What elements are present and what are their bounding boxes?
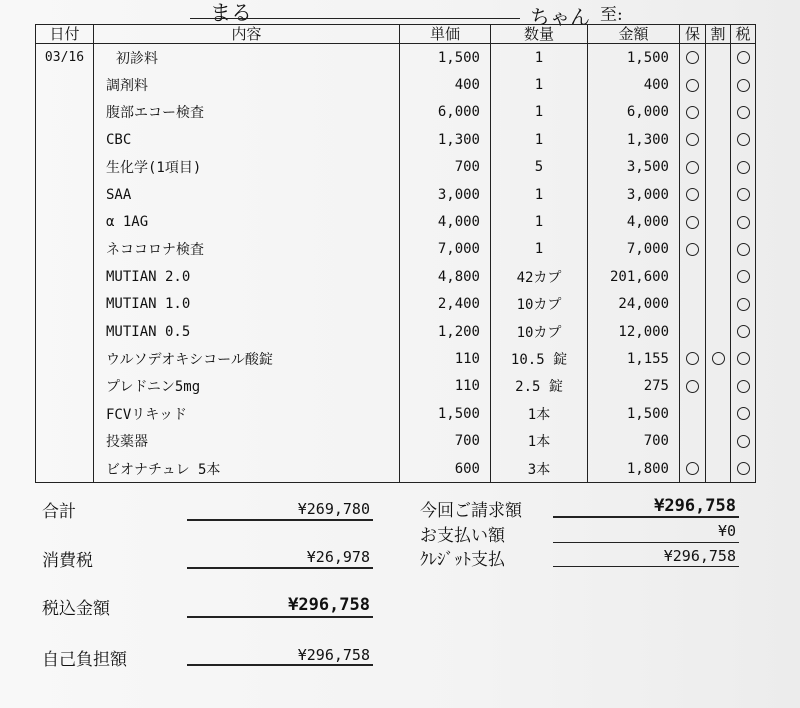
row-date (36, 427, 94, 454)
row-amount: 3,000 (588, 181, 680, 208)
row-amount: 1,155 (588, 345, 680, 372)
discount-mark-cell (706, 99, 731, 126)
billed-value: ¥296,758 (654, 496, 736, 516)
row-amount: 12,000 (588, 318, 680, 345)
row-amount: 1,300 (588, 126, 680, 153)
row-desc: 腹部エコー検査 (94, 99, 400, 126)
row-qty: 1 (491, 236, 588, 263)
row-desc: 投薬器 (94, 427, 400, 454)
insurance-mark-circle-icon (686, 216, 699, 229)
row-qty: 10カプ (491, 291, 588, 318)
col-header-amount: 金額 (588, 25, 680, 44)
col-header-discount: 割 (706, 25, 731, 44)
tax-mark-circle-icon (737, 298, 750, 311)
tax-mark-cell (731, 99, 756, 126)
row-price: 110 (400, 345, 491, 372)
row-amount: 6,000 (588, 99, 680, 126)
total-with-tax-value: ¥296,758 (288, 595, 370, 615)
row-date (36, 181, 94, 208)
col-header-insurance: 保 (680, 25, 706, 44)
row-amount: 275 (588, 373, 680, 400)
discount-mark-cell (706, 291, 731, 318)
row-amount: 4,000 (588, 208, 680, 235)
table-row (36, 154, 756, 181)
row-price: 110 (400, 373, 491, 400)
table-row (36, 455, 756, 483)
tax-mark-circle-icon (737, 51, 750, 64)
row-amount: 201,600 (588, 263, 680, 290)
honorific: ちゃん (530, 5, 590, 29)
tax-value: ¥26,978 (306, 548, 370, 566)
row-desc: 初診料 (94, 44, 400, 72)
to-label: 至: (600, 5, 623, 25)
discount-mark-cell (706, 71, 731, 98)
row-date (36, 455, 94, 483)
row-qty: 2.5 錠 (491, 373, 588, 400)
row-date (36, 345, 94, 372)
row-price: 400 (400, 71, 491, 98)
insurance-mark-cell (680, 99, 706, 126)
discount-mark-cell (706, 154, 731, 181)
insurance-mark-circle-icon (686, 106, 699, 119)
row-desc: MUTIAN 1.0 (94, 291, 400, 318)
tax-mark-circle-icon (737, 270, 750, 283)
table-row (36, 208, 756, 235)
tax-mark-cell (731, 126, 756, 153)
discount-mark-cell (706, 318, 731, 345)
insurance-mark-cell (680, 400, 706, 427)
discount-mark-cell (706, 126, 731, 153)
row-qty: 1 (491, 71, 588, 98)
self-pay-label: 自己負担額 (42, 650, 127, 670)
col-header-tax: 税 (731, 25, 756, 44)
credit-underline (553, 566, 739, 567)
row-qty: 5 (491, 154, 588, 181)
insurance-mark-circle-icon (686, 161, 699, 174)
total-with-tax-underline (187, 616, 373, 618)
table-row (36, 181, 756, 208)
total-with-tax-label: 税込金額 (42, 599, 110, 619)
discount-mark-cell (706, 263, 731, 290)
row-price: 4,800 (400, 263, 491, 290)
table-row (36, 373, 756, 400)
tax-mark-cell (731, 291, 756, 318)
row-desc: ネココロナ検査 (94, 236, 400, 263)
row-date (36, 236, 94, 263)
row-desc: プレドニン5mg (94, 373, 400, 400)
tax-mark-circle-icon (737, 407, 750, 420)
tax-mark-cell (731, 71, 756, 98)
row-price: 700 (400, 154, 491, 181)
row-amount: 3,500 (588, 154, 680, 181)
row-date (36, 154, 94, 181)
row-date (36, 126, 94, 153)
tax-mark-circle-icon (737, 188, 750, 201)
tax-mark-circle-icon (737, 79, 750, 92)
row-price: 3,000 (400, 181, 491, 208)
col-header-date: 日付 (36, 25, 94, 44)
self-pay-value: ¥296,758 (297, 646, 370, 664)
row-desc: ビオナチュレ 5本 (94, 455, 400, 483)
insurance-mark-circle-icon (686, 188, 699, 201)
paid-underline (553, 542, 739, 543)
discount-mark-cell (706, 427, 731, 454)
tax-mark-circle-icon (737, 325, 750, 338)
insurance-mark-circle-icon (686, 51, 699, 64)
name-underline (190, 18, 520, 19)
insurance-mark-circle-icon (686, 79, 699, 92)
tax-mark-cell (731, 154, 756, 181)
subtotal-label: 合計 (42, 502, 76, 522)
tax-mark-cell (731, 318, 756, 345)
row-desc: CBC (94, 126, 400, 153)
row-date (36, 71, 94, 98)
row-amount: 1,500 (588, 400, 680, 427)
row-amount: 24,000 (588, 291, 680, 318)
row-date (36, 400, 94, 427)
tax-mark-cell (731, 208, 756, 235)
row-qty: 1本 (491, 427, 588, 454)
tax-mark-cell (731, 373, 756, 400)
subtotal-value: ¥269,780 (297, 500, 370, 518)
row-price: 1,300 (400, 126, 491, 153)
col-header-qty: 数量 (491, 25, 588, 44)
tax-mark-cell (731, 44, 756, 72)
billed-underline (553, 516, 739, 518)
tax-mark-cell (731, 427, 756, 454)
insurance-mark-circle-icon (686, 380, 699, 393)
tax-mark-cell (731, 236, 756, 263)
row-amount: 1,500 (588, 44, 680, 72)
row-qty: 1 (491, 44, 588, 72)
row-qty: 10カプ (491, 318, 588, 345)
discount-mark-circle-icon (712, 352, 725, 365)
insurance-mark-cell (680, 71, 706, 98)
row-desc: MUTIAN 0.5 (94, 318, 400, 345)
insurance-mark-cell (680, 345, 706, 372)
tax-mark-cell (731, 345, 756, 372)
insurance-mark-cell (680, 126, 706, 153)
tax-mark-circle-icon (737, 462, 750, 475)
insurance-mark-cell (680, 455, 706, 483)
row-qty: 1本 (491, 400, 588, 427)
patient-name: まる (210, 1, 252, 25)
row-price: 2,400 (400, 291, 491, 318)
row-qty: 3本 (491, 455, 588, 483)
row-amount: 1,800 (588, 455, 680, 483)
row-price: 700 (400, 427, 491, 454)
insurance-mark-cell (680, 318, 706, 345)
tax-mark-circle-icon (737, 380, 750, 393)
row-amount: 7,000 (588, 236, 680, 263)
table-row (36, 427, 756, 454)
tax-mark-cell (731, 455, 756, 483)
insurance-mark-circle-icon (686, 352, 699, 365)
table-row (36, 400, 756, 427)
insurance-mark-cell (680, 427, 706, 454)
insurance-mark-circle-icon (686, 462, 699, 475)
invoice-table (35, 24, 756, 483)
row-desc: MUTIAN 2.0 (94, 263, 400, 290)
tax-mark-cell (731, 263, 756, 290)
row-price: 7,000 (400, 236, 491, 263)
discount-mark-cell (706, 373, 731, 400)
row-date (36, 291, 94, 318)
row-price: 6,000 (400, 99, 491, 126)
table-row (36, 263, 756, 290)
credit-value: ¥296,758 (663, 547, 736, 565)
row-amount: 400 (588, 71, 680, 98)
tax-mark-circle-icon (737, 435, 750, 448)
insurance-mark-cell (680, 263, 706, 290)
tax-mark-cell (731, 181, 756, 208)
self-pay-underline (187, 664, 373, 666)
tax-mark-circle-icon (737, 352, 750, 365)
row-price: 1,500 (400, 44, 491, 72)
table-row (36, 71, 756, 98)
tax-underline (187, 567, 373, 569)
table-row (36, 99, 756, 126)
row-amount: 700 (588, 427, 680, 454)
insurance-mark-cell (680, 373, 706, 400)
tax-mark-circle-icon (737, 216, 750, 229)
row-date (36, 99, 94, 126)
discount-mark-cell (706, 236, 731, 263)
paid-value: ¥0 (717, 522, 736, 540)
table-row (36, 291, 756, 318)
insurance-mark-cell (680, 208, 706, 235)
row-qty: 42カプ (491, 263, 588, 290)
credit-label: ｸﾚｼﾞｯﾄ支払 (420, 550, 505, 570)
paid-label: お支払い額 (420, 526, 505, 546)
row-qty: 1 (491, 181, 588, 208)
row-qty: 10.5 錠 (491, 345, 588, 372)
insurance-mark-cell (680, 236, 706, 263)
row-price: 1,500 (400, 400, 491, 427)
table-row (36, 318, 756, 345)
row-qty: 1 (491, 126, 588, 153)
tax-label: 消費税 (42, 551, 93, 571)
discount-mark-cell (706, 208, 731, 235)
row-date (36, 318, 94, 345)
billed-label: 今回ご請求額 (420, 501, 522, 521)
row-date (36, 373, 94, 400)
row-desc: FCVリキッド (94, 400, 400, 427)
discount-mark-cell (706, 181, 731, 208)
row-price: 600 (400, 455, 491, 483)
row-price: 4,000 (400, 208, 491, 235)
insurance-mark-circle-icon (686, 243, 699, 256)
insurance-mark-circle-icon (686, 133, 699, 146)
row-desc: 生化学(1項目) (94, 154, 400, 181)
tax-mark-circle-icon (737, 106, 750, 119)
insurance-mark-cell (680, 291, 706, 318)
insurance-mark-cell (680, 154, 706, 181)
table-row (36, 345, 756, 372)
tax-mark-circle-icon (737, 243, 750, 256)
table-header-row (36, 25, 756, 44)
tax-mark-circle-icon (737, 161, 750, 174)
tax-mark-circle-icon (737, 133, 750, 146)
discount-mark-cell (706, 345, 731, 372)
subtotal-underline (187, 519, 373, 521)
discount-mark-cell (706, 400, 731, 427)
row-date (36, 208, 94, 235)
col-header-desc: 内容 (94, 25, 400, 44)
table-row (36, 44, 756, 72)
row-date: 03/16 (36, 44, 94, 72)
row-price: 1,200 (400, 318, 491, 345)
insurance-mark-cell (680, 44, 706, 72)
row-qty: 1 (491, 99, 588, 126)
insurance-mark-cell (680, 181, 706, 208)
col-header-price: 単価 (400, 25, 491, 44)
row-desc: ウルソデオキシコール酸錠 (94, 345, 400, 372)
table-row (36, 126, 756, 153)
row-date (36, 263, 94, 290)
row-desc: 調剤料 (94, 71, 400, 98)
discount-mark-cell (706, 44, 731, 72)
discount-mark-cell (706, 455, 731, 483)
row-desc: SAA (94, 181, 400, 208)
table-row (36, 236, 756, 263)
row-qty: 1 (491, 208, 588, 235)
row-desc: α 1AG (94, 208, 400, 235)
tax-mark-cell (731, 400, 756, 427)
